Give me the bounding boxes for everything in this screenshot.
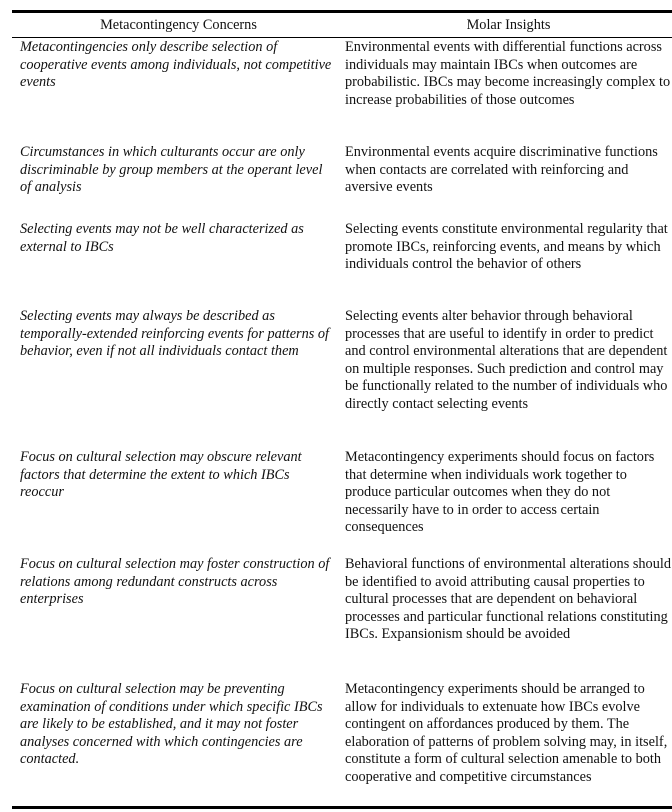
table-header-row: [12, 13, 672, 37]
insight-cell: Selecting events alter behavior through behavioral processes that are useful to identify in order to predict and control environmental alterations that are dependent on multiple responses. Such prediction and control may be functionally related to the number of individuals who directly contact selecting events: [345, 308, 668, 412]
insight-cell: Environmental events with differential functions across individuals may maintain IBCs when outcomes are probabilistic. IBCs may become increasingly complex to increase probabilities of those outcomes: [345, 39, 671, 108]
concern-cell: Focus on cultural selection may foster construction of relations among redundant constructs across enterprises: [20, 556, 330, 608]
insight-cell: Behavioral functions of environmental alterations should be identified to avoid attributing causal properties to cultural processes that are dependent on behavioral processes and particular functional relations constituting IBCs. Expansionism should be avoided: [345, 556, 671, 643]
insight-cell: Metacontingency experiments should be arranged to allow for individuals to extenuate how IBCs evolve contingent on affordances produced by them. The elaboration of patterns of problem solving may, in itself, constitute a form of cultural selection amenable to both cooperative and competitive circumstances: [345, 681, 668, 785]
insight-cell: Metacontingency experiments should focus on factors that determine when individuals work together to produce particular outcomes when they do not necessarily have to in order to access certain consequences: [345, 449, 655, 536]
concern-cell: Metacontingencies only describe selection of cooperative events among individuals, not competitive events: [20, 39, 332, 91]
table-row: [12, 556, 672, 681]
concern-cell: Selecting events may not be well characterized as external to IBCs: [20, 221, 304, 255]
table-row: [12, 308, 672, 449]
table-bottom-rule: [12, 806, 672, 809]
table-row: [12, 38, 672, 144]
table-row: [12, 681, 672, 806]
header-molar-insights: Molar Insights: [466, 16, 551, 33]
insight-cell: Selecting events constitute environmental regularity that promote IBCs, reinforcing events, and means by which individuals control the behavior of others: [345, 221, 668, 273]
table-row: [12, 144, 672, 221]
insight-cell: Environmental events acquire discriminative functions when contacts are correlated with reinforcing and aversive events: [345, 144, 658, 196]
concerns-insights-table: [12, 10, 672, 809]
concern-cell: Focus on cultural selection may obscure relevant factors that determine the extent to which IBCs reoccur: [20, 449, 302, 501]
table-row: [12, 449, 672, 556]
concern-cell: Selecting events may always be described as temporally-extended reinforcing events for patterns of behavior, even if not all individuals contact them: [20, 308, 330, 360]
header-metacontingency-concerns: Metacontingency Concerns: [100, 16, 257, 33]
concern-cell: Circumstances in which culturants occur are only discriminable by group members at the operant level of analysis: [20, 144, 323, 196]
concern-cell: Focus on cultural selection may be preventing examination of conditions under which specific IBCs are likely to be established, and it may not foster analyses concerned with which contingencies are contacted.: [20, 681, 323, 768]
table-row: [12, 221, 672, 308]
